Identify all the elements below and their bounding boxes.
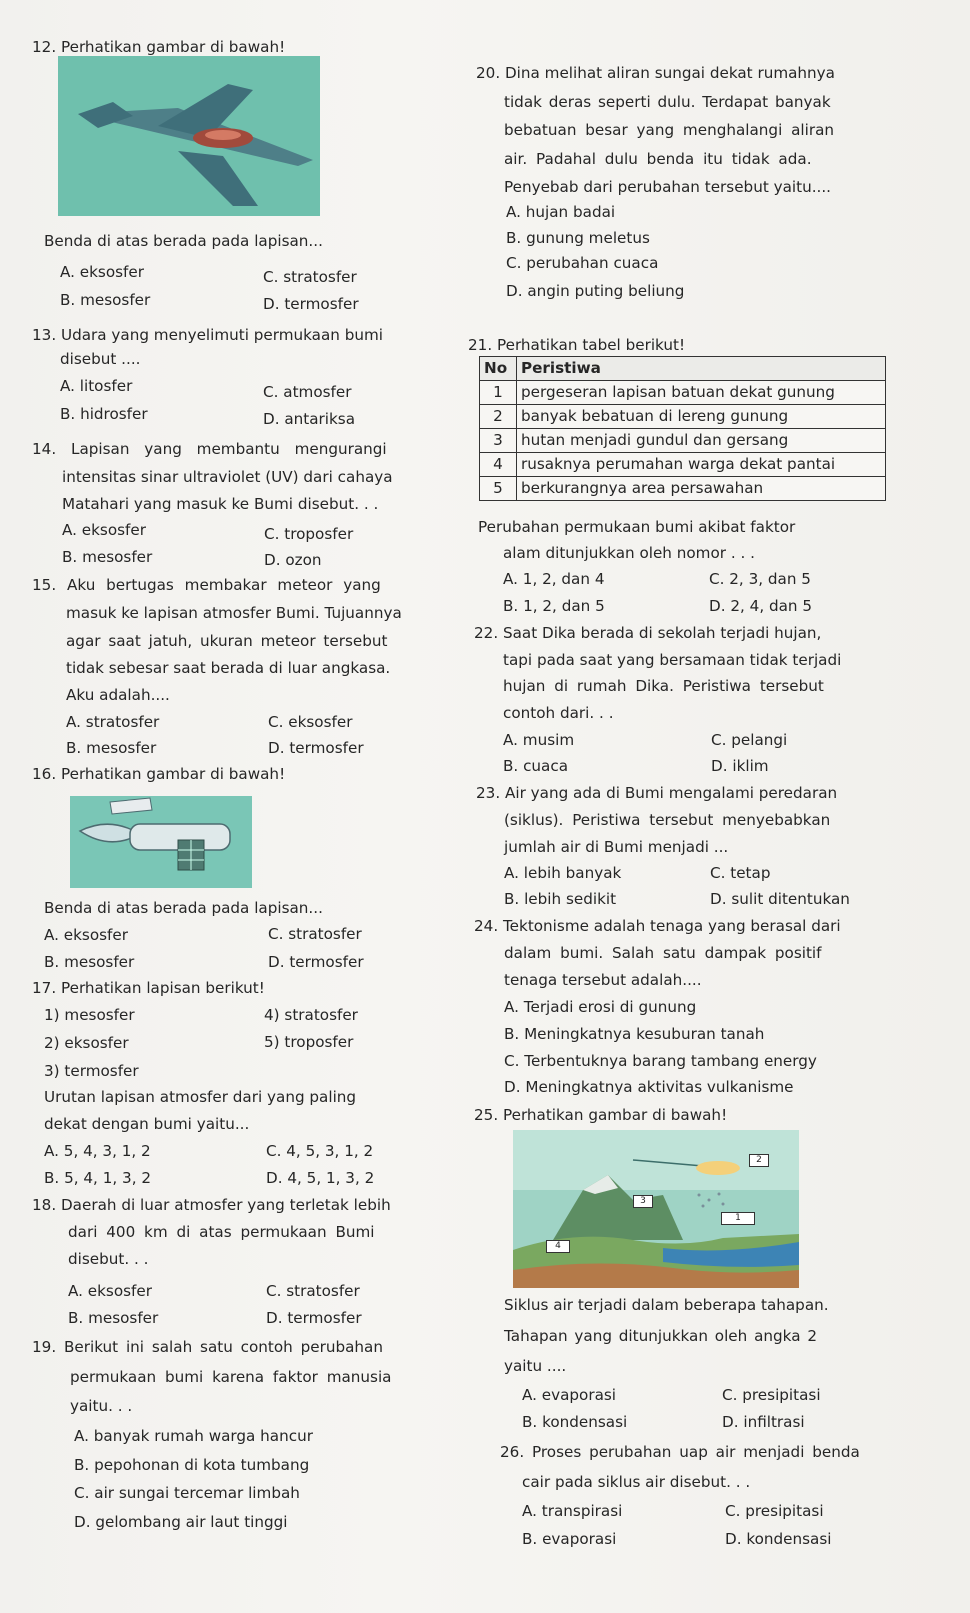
- jet-airplane-image: [58, 56, 320, 216]
- q20-stem-line2: tidak deras seperti dulu. Terdapat banyak: [504, 93, 831, 111]
- q21-stem: 21. Perhatikan tabel berikut!: [468, 336, 686, 354]
- table-header-event: Peristiwa: [517, 357, 886, 381]
- q26-stem-line1: 26. Proses perubahan uap air menjadi benda: [500, 1443, 860, 1461]
- q13-stem-line1: 13. Udara yang menyelimuti permukaan bumi: [32, 326, 384, 344]
- q14-option-b[interactable]: B. mesosfer: [62, 548, 153, 566]
- q20-stem-line5: Penyebab dari perubahan tersebut yaitu....: [504, 178, 832, 196]
- q13-option-a[interactable]: A. litosfer: [60, 377, 133, 395]
- q18-stem-line3: disebut. . .: [68, 1250, 149, 1268]
- q23-stem-line1: 23. Air yang ada di Bumi mengalami peredaran: [476, 784, 838, 802]
- q17-option-d[interactable]: D. 4, 5, 1, 3, 2: [266, 1169, 375, 1187]
- q16-option-c[interactable]: C. stratosfer: [268, 925, 362, 943]
- q25-label-4: 4: [546, 1240, 570, 1253]
- q13-option-c[interactable]: C. atmosfer: [263, 383, 352, 401]
- q23-option-a[interactable]: A. lebih banyak: [504, 864, 622, 882]
- q14-option-a[interactable]: A. eksosfer: [62, 521, 146, 539]
- q24-stem-line3: tenaga tersebut adalah....: [504, 971, 702, 989]
- q20-option-c[interactable]: C. perubahan cuaca: [506, 254, 659, 272]
- q25-option-c[interactable]: C. presipitasi: [722, 1386, 821, 1404]
- q19-stem-line1: 19. Berikut ini salah satu contoh perubahan: [32, 1338, 383, 1356]
- table-row: [480, 429, 886, 453]
- q21-option-a[interactable]: A. 1, 2, dan 4: [503, 570, 605, 588]
- q15-stem-line2: masuk ke lapisan atmosfer Bumi. Tujuannya: [66, 604, 402, 622]
- satellite-image: [70, 796, 252, 888]
- q22-option-b[interactable]: B. cuaca: [503, 757, 569, 775]
- q25-label-3: 3: [633, 1195, 653, 1208]
- q23-option-d[interactable]: D. sulit ditentukan: [710, 890, 850, 908]
- q15-option-b[interactable]: B. mesosfer: [66, 739, 157, 757]
- q16-option-b[interactable]: B. mesosfer: [44, 953, 135, 971]
- q25-stem: 25. Perhatikan gambar di bawah!: [474, 1106, 728, 1124]
- q13-stem-line2: disebut ....: [60, 350, 141, 368]
- table-header-row: [480, 357, 886, 381]
- q14-stem-line1: 14. Lapisan yang membantu mengurangi: [32, 440, 387, 458]
- q17-stem-line3: dekat dengan bumi yaitu...: [44, 1115, 250, 1133]
- q26-option-a[interactable]: A. transpirasi: [522, 1502, 623, 1520]
- q19-stem-line3: yaitu. . .: [70, 1397, 133, 1415]
- table-cell-no: 2: [480, 405, 517, 429]
- q25-stem-line2: Siklus air terjadi dalam beberapa tahapan.: [504, 1296, 829, 1314]
- q24-option-d[interactable]: D. Meningkatnya aktivitas vulkanisme: [504, 1078, 794, 1096]
- q20-stem-line1: 20. Dina melihat aliran sungai dekat rumahnya: [476, 64, 835, 82]
- q25-option-a[interactable]: A. evaporasi: [522, 1386, 617, 1404]
- q22-option-d[interactable]: D. iklim: [711, 757, 769, 775]
- table-header-no: No: [480, 357, 517, 381]
- q15-stem-line1: 15. Aku bertugas membakar meteor yang: [32, 576, 381, 594]
- q22-stem-line3: hujan di rumah Dika. Peristiwa tersebut: [503, 677, 824, 695]
- q26-option-d[interactable]: D. kondensasi: [725, 1530, 832, 1548]
- table-cell-no: 4: [480, 453, 517, 477]
- q20-option-d[interactable]: D. angin puting beliung: [506, 282, 685, 300]
- q16-option-d[interactable]: D. termosfer: [268, 953, 364, 971]
- q25-label-1: 1: [721, 1212, 755, 1225]
- table-row: [480, 453, 886, 477]
- q21-option-d[interactable]: D. 2, 4, dan 5: [709, 597, 813, 615]
- q18-option-a[interactable]: A. eksosfer: [68, 1282, 152, 1300]
- q16-stem: 16. Perhatikan gambar di bawah!: [32, 765, 286, 783]
- q14-option-c[interactable]: C. troposfer: [264, 525, 354, 543]
- q24-stem-line1: 24. Tektonisme adalah tenaga yang berasal dari: [474, 917, 841, 935]
- q21-event-table: [479, 356, 886, 501]
- q17-option-b[interactable]: B. 5, 4, 1, 3, 2: [44, 1169, 152, 1187]
- q26-option-c[interactable]: C. presipitasi: [725, 1502, 824, 1520]
- q23-option-b[interactable]: B. lebih sedikit: [504, 890, 617, 908]
- q12-option-d[interactable]: D. termosfer: [263, 295, 359, 313]
- q17-item-1: 1) mesosfer: [44, 1006, 135, 1024]
- table-cell-event: rusaknya perumahan warga dekat pantai: [517, 453, 886, 477]
- q24-option-b[interactable]: B. Meningkatnya kesuburan tanah: [504, 1025, 765, 1043]
- q21-option-b[interactable]: B. 1, 2, dan 5: [503, 597, 605, 615]
- q19-option-a[interactable]: A. banyak rumah warga hancur: [74, 1427, 313, 1445]
- q17-stem: 17. Perhatikan lapisan berikut!: [32, 979, 265, 997]
- q15-stem-line5: Aku adalah....: [66, 686, 170, 704]
- q26-option-b[interactable]: B. evaporasi: [522, 1530, 617, 1548]
- q19-option-c[interactable]: C. air sungai tercemar limbah: [74, 1484, 300, 1502]
- q22-stem-line4: contoh dari. . .: [503, 704, 614, 722]
- table-row: [480, 477, 886, 501]
- q17-item-4: 4) stratosfer: [264, 1006, 358, 1024]
- q19-option-d[interactable]: D. gelombang air laut tinggi: [74, 1513, 288, 1531]
- q25-stem-line3: Tahapan yang ditunjukkan oleh angka 2: [504, 1327, 817, 1345]
- q17-option-c[interactable]: C. 4, 5, 3, 1, 2: [266, 1142, 374, 1160]
- q24-option-c[interactable]: C. Terbentuknya barang tambang energy: [504, 1052, 817, 1070]
- q12-question: Benda di atas berada pada lapisan...: [44, 232, 323, 250]
- q15-option-d[interactable]: D. termosfer: [268, 739, 364, 757]
- q13-option-d[interactable]: D. antariksa: [263, 410, 356, 428]
- q13-option-b[interactable]: B. hidrosfer: [60, 405, 148, 423]
- table-row: [480, 405, 886, 429]
- q17-item-3: 3) termosfer: [44, 1062, 139, 1080]
- q21-stem-line3: alam ditunjukkan oleh nomor . . .: [503, 544, 755, 562]
- q20-option-a[interactable]: A. hujan badai: [506, 203, 616, 221]
- q14-option-d[interactable]: D. ozon: [264, 551, 322, 569]
- table-row: [480, 381, 886, 405]
- q22-stem-line1: 22. Saat Dika berada di sekolah terjadi hujan,: [474, 624, 822, 642]
- q12-option-b[interactable]: B. mesosfer: [60, 291, 151, 309]
- q15-option-a[interactable]: A. stratosfer: [66, 713, 160, 731]
- q17-item-2: 2) eksosfer: [44, 1034, 129, 1052]
- table-cell-no: 1: [480, 381, 517, 405]
- q22-stem-line2: tapi pada saat yang bersamaan tidak terjadi: [503, 651, 842, 669]
- q20-stem-line3: bebatuan besar yang menghalangi aliran: [504, 121, 835, 139]
- q23-option-c[interactable]: C. tetap: [710, 864, 771, 882]
- q14-stem-line3: Matahari yang masuk ke Bumi disebut. . .: [62, 495, 379, 513]
- q12-option-c[interactable]: C. stratosfer: [263, 268, 357, 286]
- q12-option-a[interactable]: A. eksosfer: [60, 263, 144, 281]
- q14-stem-line2: intensitas sinar ultraviolet (UV) dari cahaya: [62, 468, 393, 486]
- table-cell-event: berkurangnya area persawahan: [517, 477, 886, 501]
- q19-option-b[interactable]: B. pepohonan di kota tumbang: [74, 1456, 310, 1474]
- q21-option-c[interactable]: C. 2, 3, dan 5: [709, 570, 811, 588]
- q18-stem-line2: dari 400 km di atas permukaan Bumi: [68, 1223, 375, 1241]
- q18-option-c[interactable]: C. stratosfer: [266, 1282, 360, 1300]
- q25-option-d[interactable]: D. infiltrasi: [722, 1413, 805, 1431]
- q24-option-a[interactable]: A. Terjadi erosi di gunung: [504, 998, 697, 1016]
- q24-stem-line2: dalam bumi. Salah satu dampak positif: [504, 944, 822, 962]
- q22-option-a[interactable]: A. musim: [503, 731, 575, 749]
- q17-stem-line2: Urutan lapisan atmosfer dari yang paling: [44, 1088, 357, 1106]
- q23-stem-line3: jumlah air di Bumi menjadi ...: [504, 838, 729, 856]
- table-cell-no: 5: [480, 477, 517, 501]
- table-cell-event: pergeseran lapisan batuan dekat gunung: [517, 381, 886, 405]
- q25-stem-line4: yaitu ....: [504, 1357, 567, 1375]
- table-cell-event: banyak bebatuan di lereng gunung: [517, 405, 886, 429]
- q18-option-d[interactable]: D. termosfer: [266, 1309, 362, 1327]
- table-cell-no: 3: [480, 429, 517, 453]
- q15-stem-line4: tidak sebesar saat berada di luar angkasa.: [66, 659, 391, 677]
- q16-question: Benda di atas berada pada lapisan...: [44, 899, 323, 917]
- q20-stem-line4: air. Padahal dulu benda itu tidak ada.: [504, 150, 812, 168]
- q25-label-2: 2: [749, 1154, 769, 1167]
- q12-stem: 12. Perhatikan gambar di bawah!: [32, 38, 286, 56]
- q17-item-5: 5) troposfer: [264, 1033, 354, 1051]
- q15-stem-line3: agar saat jatuh, ukuran meteor tersebut: [66, 632, 388, 650]
- q15-option-c[interactable]: C. eksosfer: [268, 713, 353, 731]
- table-cell-event: hutan menjadi gundul dan gersang: [517, 429, 886, 453]
- q23-stem-line2: (siklus). Peristiwa tersebut menyebabkan: [504, 811, 831, 829]
- q18-option-b[interactable]: B. mesosfer: [68, 1309, 159, 1327]
- q19-stem-line2: permukaan bumi karena faktor manusia: [70, 1368, 392, 1386]
- q26-stem-line2: cair pada siklus air disebut. . .: [522, 1473, 751, 1491]
- q18-stem-line1: 18. Daerah di luar atmosfer yang terletak lebih: [32, 1196, 391, 1214]
- q20-option-b[interactable]: B. gunung meletus: [506, 229, 650, 247]
- q16-option-a[interactable]: A. eksosfer: [44, 926, 128, 944]
- q25-option-b[interactable]: B. kondensasi: [522, 1413, 628, 1431]
- q17-option-a[interactable]: A. 5, 4, 3, 1, 2: [44, 1142, 151, 1160]
- q22-option-c[interactable]: C. pelangi: [711, 731, 788, 749]
- q21-stem-line2: Perubahan permukaan bumi akibat faktor: [478, 518, 796, 536]
